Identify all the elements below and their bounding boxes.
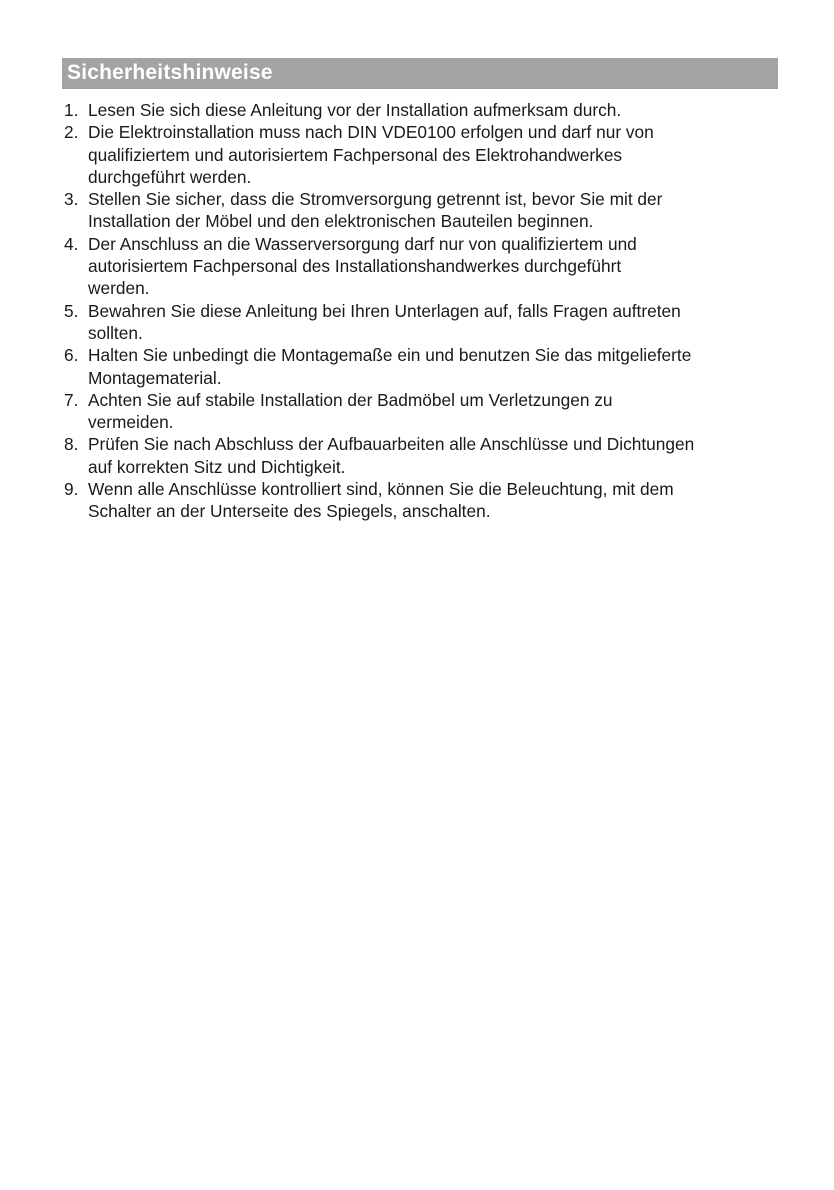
list-item [64, 300, 804, 345]
item-text-line: Wenn alle Anschlüsse kontrolliert sind, können Sie die Beleuchtung, mit dem [88, 479, 674, 500]
item-number: 6. [64, 345, 79, 366]
list-item [64, 188, 804, 233]
item-text-line: Installation der Möbel und den elektronischen Bauteilen beginnen. [88, 211, 594, 232]
section-title: Sicherheitshinweise [67, 61, 273, 84]
item-text-line: vermeiden. [88, 412, 174, 433]
item-text-line: Achten Sie auf stabile Installation der Badmöbel um Verletzungen zu [88, 389, 613, 410]
item-text-line: werden. [88, 278, 150, 299]
list-item [64, 344, 804, 389]
item-number: 1. [64, 100, 79, 120]
item-number: 5. [64, 300, 79, 321]
item-number: 2. [64, 122, 79, 143]
list-item [64, 389, 804, 434]
item-number: 7. [64, 389, 79, 410]
item-number: 8. [64, 434, 79, 455]
item-number: 3. [64, 189, 79, 210]
list-item [64, 433, 804, 478]
safety-instructions-list [64, 99, 804, 523]
item-text-line: Stellen Sie sicher, dass die Stromversorgung getrennt ist, bevor Sie mit der [88, 189, 663, 210]
item-text-line: durchgeführt werden. [88, 166, 252, 187]
item-text-line: autorisiertem Fachpersonal des Installationshandwerkes durchgeführt [88, 256, 622, 277]
item-text-line: Bewahren Sie diese Anleitung bei Ihren Unterlagen auf, falls Fragen auftreten [88, 300, 681, 321]
item-text-line: Schalter an der Unterseite des Spiegels, anschalten. [88, 501, 491, 522]
item-text-line: Der Anschluss an die Wasserversorgung darf nur von qualifiziertem und [88, 233, 637, 254]
item-text-line: Lesen Sie sich diese Anleitung vor der Installation aufmerksam durch. [88, 100, 622, 120]
item-number: 9. [64, 479, 79, 500]
item-text-line: Halten Sie unbedingt die Montagemaße ein und benutzen Sie das mitgelieferte [88, 345, 692, 366]
section-header-bar [62, 58, 778, 89]
list-item [64, 233, 804, 300]
list-item [64, 99, 804, 121]
item-text-line: Prüfen Sie nach Abschluss der Aufbauarbeiten alle Anschlüsse und Dichtungen [88, 434, 695, 455]
item-number: 4. [64, 233, 79, 254]
item-text-line: auf korrekten Sitz und Dichtigkeit. [88, 456, 346, 477]
list-item [64, 478, 804, 523]
item-text-line: sollten. [88, 322, 143, 343]
list-item [64, 121, 804, 188]
item-text-line: qualifiziertem und autorisiertem Fachpersonal des Elektrohandwerkes [88, 144, 623, 165]
item-text-line: Montagematerial. [88, 367, 222, 388]
item-text-line: Die Elektroinstallation muss nach DIN VDE0100 erfolgen und darf nur von [88, 122, 654, 143]
